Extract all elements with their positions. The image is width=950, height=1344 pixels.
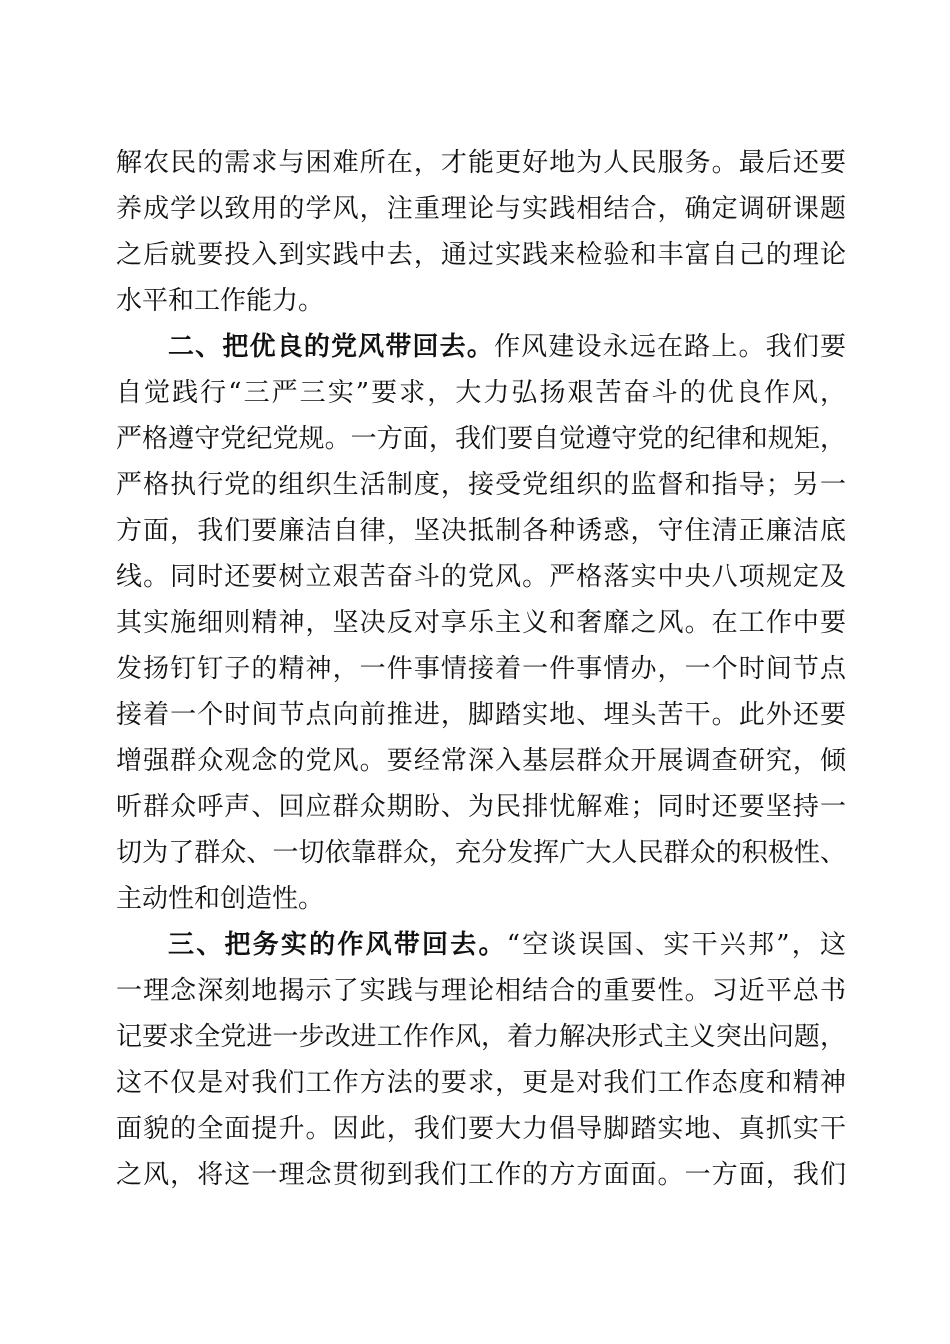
paragraph-line: 这不仅是对我们工作方法的要求，更是对我们工作态度和精神 xyxy=(116,1068,846,1098)
paragraph-line: 增强群众观念的党风。要经常深入基层群众开展调查研究，倾 xyxy=(116,746,846,776)
section-three-first-line xyxy=(168,925,846,965)
paragraph-line: 解农民的需求与困难所在，才能更好地为人民服务。最后还要 xyxy=(116,148,846,178)
paragraph-line: 方面，我们要廉洁自律，坚决抵制各种诱惑，守住清正廉洁底 xyxy=(116,516,846,546)
paragraph-line: 发扬钉钉子的精神，一件事情接着一件事情办，一个时间节点 xyxy=(116,654,846,684)
paragraph-line: 之风，将这一理念贯彻到我们工作的方方面面。一方面，我们 xyxy=(116,1160,846,1190)
paragraph-line: 记要求全党进一步改进工作作风，着力解决形式主义突出问题， xyxy=(116,1022,846,1052)
paragraph-line: 严格执行党的组织生活制度，接受党组织的监督和指导；另一 xyxy=(116,470,846,500)
paragraph-line: 水平和工作能力。 xyxy=(116,286,325,316)
paragraph-line: 养成学以致用的学风，注重理论与实践相结合，确定调研课题 xyxy=(116,194,846,224)
paragraph-line: 主动性和创造性。 xyxy=(116,884,325,914)
section-two-first-line-text: 作风建设永远在路上。我们要 xyxy=(494,332,846,362)
paragraph-line: 线。同时还要树立艰苦奋斗的党风。严格落实中央八项规定及 xyxy=(116,562,846,592)
section-two-first-line xyxy=(168,327,846,367)
paragraph-line: 严格遵守党纪党规。一方面，我们要自觉遵守党的纪律和规矩， xyxy=(116,424,846,454)
paragraph-line: 接着一个时间节点向前推进，脚踏实地、埋头苦干。此外还要 xyxy=(116,700,846,730)
paragraph-line: 自觉践行“三严三实”要求，大力弘扬艰苦奋斗的优良作风， xyxy=(116,378,846,408)
section-three-heading: 三、把务实的作风带回去。 xyxy=(168,930,507,960)
paragraph-line: 一理念深刻地揭示了实践与理论相结合的重要性。习近平总书 xyxy=(116,976,846,1006)
paragraph-line: 面貌的全面提升。因此，我们要大力倡导脚踏实地、真抓实干 xyxy=(116,1114,846,1144)
section-three-first-line-text: “空谈误国、实干兴邦”，这 xyxy=(506,930,846,960)
paragraph-line: 听群众呼声、回应群众期盼、为民排忧解难；同时还要坚持一 xyxy=(116,792,846,822)
paragraph-line: 之后就要投入到实践中去，通过实践来检验和丰富自己的理论 xyxy=(116,240,846,270)
paragraph-line: 切为了群众、一切依靠群众，充分发挥广大人民群众的积极性、 xyxy=(116,838,846,868)
section-two-heading: 二、把优良的党风带回去。 xyxy=(168,332,494,362)
paragraph-line: 其实施细则精神，坚决反对享乐主义和奢靡之风。在工作中要 xyxy=(116,608,846,638)
